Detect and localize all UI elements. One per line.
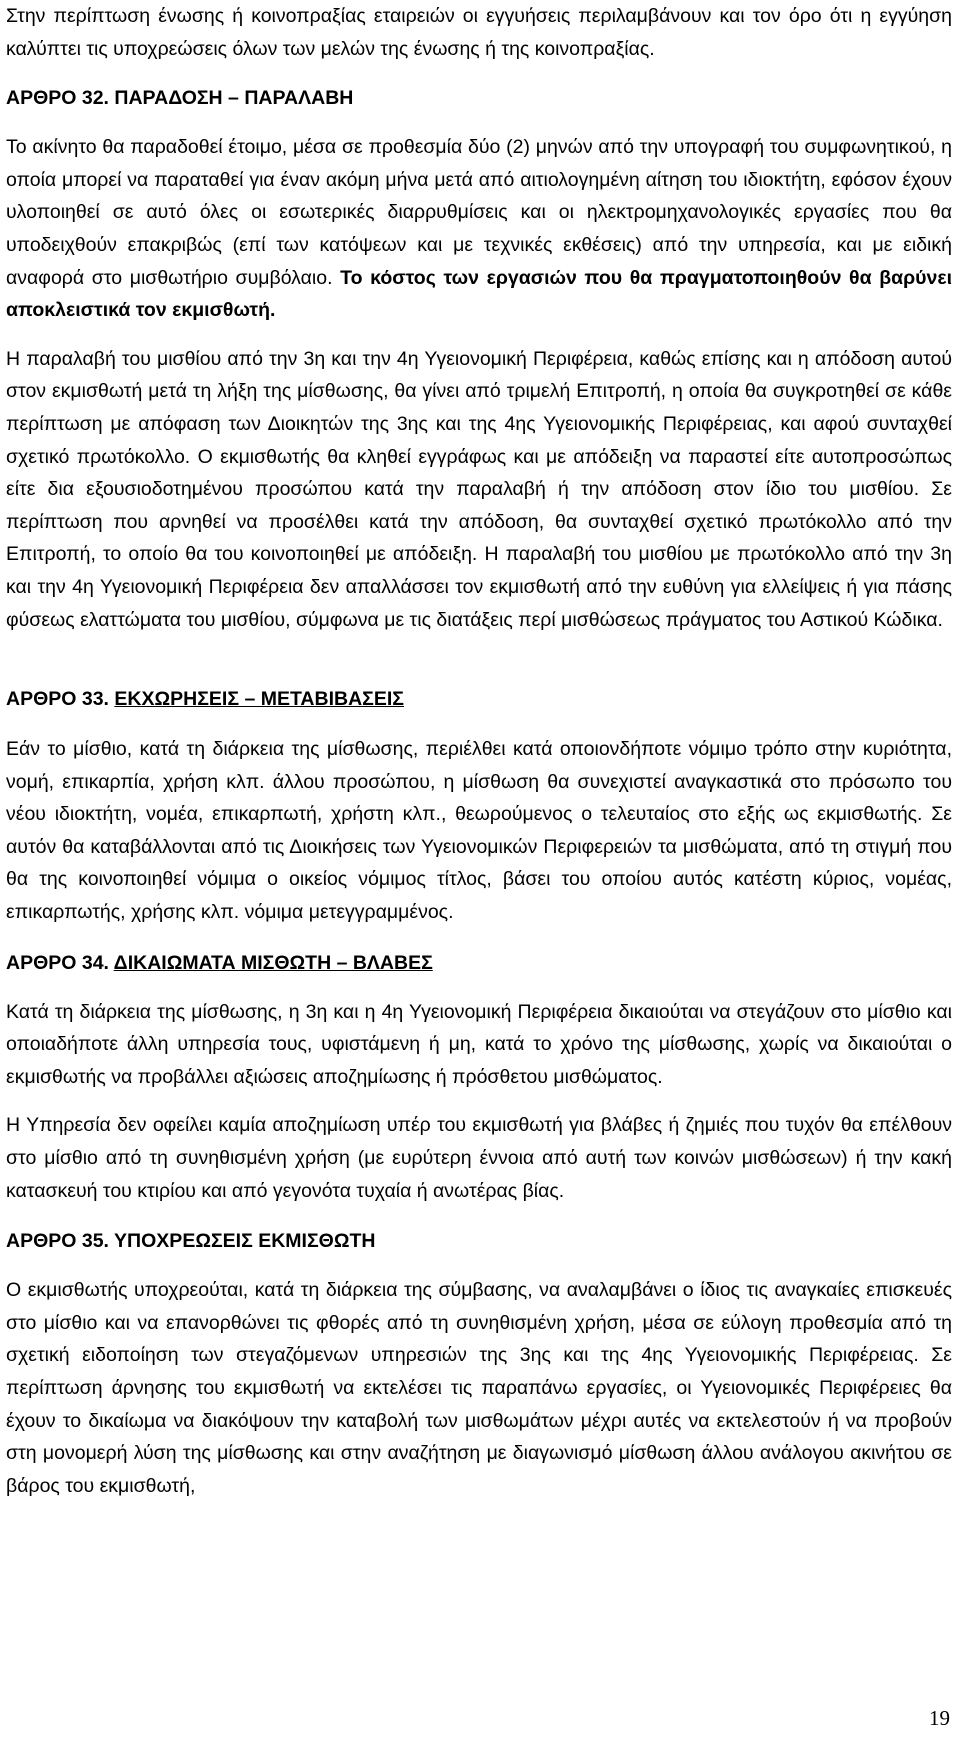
article-33-heading [6,683,952,716]
intro-paragraph: Στην περίπτωση ένωσης ή κοινοπραξίας εταιρειών οι εγγυήσεις περιλαμβάνουν και τον όρο ότι η εγγύηση καλύπτει τις υποχρεώσεις όλων των μελών της ένωσης ή της κοινοπραξίας. [6,5,952,60]
article-34-heading [6,947,952,980]
page-number: 19 [929,1706,950,1730]
article-title: ΥΠΟΧΡΕΩΣΕΙΣ ΕΚΜΙΣΘΩΤΗ [114,1230,376,1253]
article-title: ΠΑΡΑΔΟΣΗ – ΠΑΡΑΛΑΒΗ [114,87,354,110]
cost-statement: Το κόστος των εργασιών που θα πραγματοποιηθούν θα βαρύνει αποκλειστικά τον εκμισθωτή. [6,266,953,322]
article-title: ΔΙΚΑΙΩΜΑΤΑ ΜΙΣΘΩΤΗ – ΒΛΑΒΕΣ [113,951,433,974]
article-title: ΕΚΧΩΡΗΣΕΙΣ – ΜΕΤΑΒΙΒΑΣΕΙΣ [114,688,405,711]
article-number: ΑΡΘΡΟ 34. [6,951,109,974]
article-32-paragraph-2: Η παραλαβή του μισθίου από την 3η και την 4η Υγειονομική Περιφέρεια, καθώς επίσης και η απόδοση αυτού στον εκμισθωτή μετά τη λήξη της μίσθωσης, θα γίνει από τριμελή Επιτροπή, η οποία θα συγκροτηθεί σε κάθε περίπτωση με απόφαση των Διοικητών της 3ης και της 4ης Υγειονομικής Περιφέρειας, και αφού συνταχθεί σχετικό πρωτόκολλο. Ο εκμισθωτής θα κληθεί εγγράφως και με απόδειξη να παραστεί είτε αυτοπροσώπως είτε δια εξουσιοδοτημένου προσώπου κατά την παραλαβή ή την απόδοση στον ίδιο του μισθίου. Σε περίπτωση που αρνηθεί να προσέλθει κατά την απόδοση, θα συνταχθεί σχετικό πρωτόκολλο από την Επιτροπή, το οποίο θα του κοινοποιηθεί με απόδειξη. Η παραλαβή του μισθίου με πρωτόκολλο από την 3η και την 4η Υγειονομική Περιφέρεια δεν απαλλάσσει τον εκμισθωτή από την ευθύνη για ελλείψεις ή για πάσης φύσεως ελαττώματα του μισθίου, σύμφωνα με τις διατάξεις περί μισθώσεως πράγματος του Αστικού Κώδικα. [6,347,952,631]
article-32-paragraph-1: Το ακίνητο θα παραδοθεί έτοιμο, μέσα σε προθεσμία δύο (2) μηνών από την υπογραφή του συμφωνητικού, η οποία μπορεί να παραταθεί για έναν ακόμη μήνα μετά από αιτιολογημένη αίτηση του ιδιοκτήτη, εφόσον έχουν υλοποιηθεί σε αυτό όλες οι εσωτερικές διαρρυθμίσεις και οι ηλεκτρομηχανολογικές εργασίες που θα υποδειχθούν επακριβώς (επί των κατόψεων και με τεχνικές εκθέσεις) από την υπηρεσία, και με ειδική αναφορά στο μισθωτήριο συμβόλαιο. Το κόστος των εργασιών που θα πραγματοποιηθούν θα βαρύνει αποκλειστικά τον εκμισθωτή. [6,136,953,322]
article-33-paragraph-1: Εάν το μίσθιο, κατά τη διάρκεια της μίσθωσης, περιέλθει κατά οποιονδήποτε νόμιμο τρόπο στην κυριότητα, νομή, επικαρπία, χρήση κλπ. άλλου προσώπου, η μίσθωση θα συνεχιστεί αναγκαστικά στο πρόσωπο του νέου ιδιοκτήτη, νομέα, επικαρπωτή, χρήστη κλπ., θεωρούμενος ο τελευταίος στο εξής ως εκμισθωτής. Σε αυτόν θα καταβάλλονται από τις Διοικήσεις των Υγειονομικών Περιφερειών τα μισθώματα, από τη στιγμή που θα της κοινοποιηθεί νόμιμα ο οικείος νόμιμος τίτλος, βάσει του οποίου αυτός κατέστη κύριος, νομέας, επικαρπωτής, χρήσης κλπ. νόμιμα μετεγγραμμένος. [6,738,952,924]
article-35-paragraph-1: Ο εκμισθωτής υποχρεούται, κατά τη διάρκεια της σύμβασης, να αναλαμβάνει ο ίδιος τις αναγκαίες επισκευές στο μίσθιο και να επανορθώνει τις φθορές από τη συνηθισμένη χρήση, μέσα σε εύλογη προθεσμία από τη σχετική ειδοποίηση των στεγαζόμενων υπηρεσιών της 3ης και της 4ης Υγειονομικής Περιφέρειας. Σε περίπτωση άρνησης του εκμισθωτή να εκτελέσει τις παραπάνω εργασίες, οι Υγειονομικές Περιφέρειες θα έχουν το δικαίωμα να διακόψουν την καταβολή των μισθωμάτων μέχρι αυτές να εκτελεστούν ή να προβούν στη μονομερή λύση της μίσθωσης και στην αναζήτηση με διαγωνισμό μίσθωση άλλου ανάλογου ακινήτου σε βάρος του εκμισθωτή, [6,1279,952,1497]
article-number: ΑΡΘΡΟ 35. [6,1230,109,1253]
article-number: ΑΡΘΡΟ 33. [6,688,109,711]
article-number: ΑΡΘΡΟ 32. [6,87,109,110]
article-34-paragraph-2: Η Υπηρεσία δεν οφείλει καμία αποζημίωση υπέρ του εκμισθωτή για βλάβες ή ζημιές που τυχόν θα επέλθουν στο μίσθιο από τη συνηθισμένη χρήση (με ευρύτερη έννοια από αυτή των κοινών μισθώσεων) ή την κακή κατασκευή του κτιρίου και από γεγονότα τυχαία ή ανωτέρας βίας. [6,1114,952,1202]
article-34-paragraph-1: Κατά τη διάρκεια της μίσθωσης, η 3η και η 4η Υγειονομική Περιφέρεια δικαιούται να στεγάζουν στο μίσθιο και οποιαδήποτε άλλη υπηρεσία τους, υφιστάμενη ή μη, κατά το χρόνο της μίσθωσης, χωρίς να δικαιούται ο εκμισθωτής να προβάλλει αξιώσεις αποζημίωσης ή πρόσθετου μισθώματος. [6,1000,952,1088]
article-35-heading [6,1225,952,1258]
article-32-heading [6,82,952,115]
